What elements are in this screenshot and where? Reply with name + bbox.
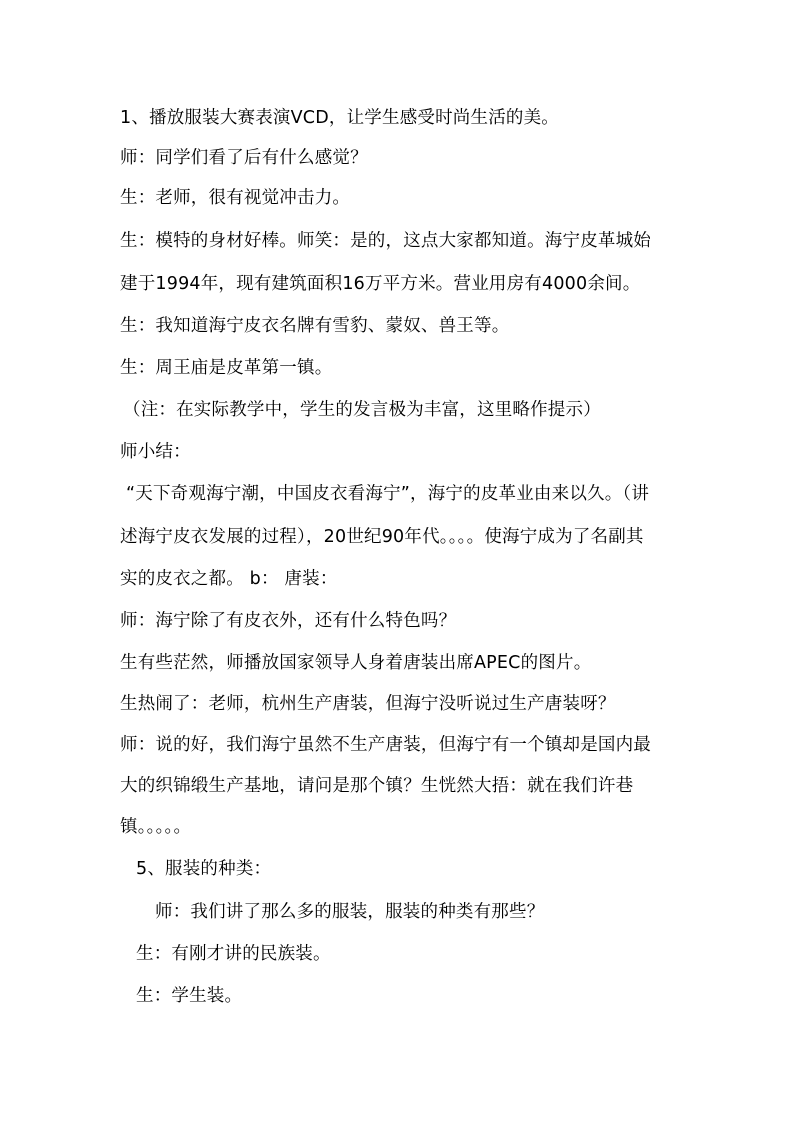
text-line-14: 生有些茫然，师播放国家领导人身着唐装出席APEC的图片。 [120,653,592,673]
text-line-5: 建于1994年，现有建筑面积16万平方米。营业用房有4000余间。 [120,274,641,294]
text-line-3: 生：老师，很有视觉冲击力。 [120,188,351,208]
text-line-2: 师：同学们看了后有什么感觉？ [120,148,368,168]
text-line-8: （注：在实际教学中，学生的发言极为丰富，这里略作提示） [123,400,601,420]
text-line-16: 师：说的好，我们海宁虽然不生产唐装，但海宁有一个镇却是国内最 [120,735,651,755]
text-line-7: 生：周王庙是皮革第一镇。 [120,358,333,378]
text-line-17: 大的织锦缎生产基地，请问是那个镇？生恍然大捂：就在我们许巷 [120,776,634,796]
text-line-13: 师：海宁除了有皮衣外，还有什么特色吗？ [120,611,457,631]
text-line-11: 述海宁皮衣发展的过程），20世纪90年代。。。。使海宁成为了名副其 [120,527,644,547]
text-line-10: “天下奇观海宁潮，中国皮衣看海宁”，海宁的皮革业由来以久。（讲 [126,484,650,504]
text-line-9: 师小结： [120,442,191,462]
text-line-4: 生：模特的身材好棒。师笑：是的，这点大家都知道。海宁皮革城始 [120,231,651,251]
text-line-22: 生：学生装。 [136,986,243,1006]
text-line-20: 师：我们讲了那么多的服装，服装的种类有那些？ [155,902,545,922]
text-line-15: 生热闹了：老师，杭州生产唐装，但海宁没听说过生产唐装呀？ [120,694,616,714]
text-line-1: 1、播放服装大赛表演VCD，让学生感受时尚生活的美。 [120,108,559,128]
text-line-12: 实的皮衣之都。 b： 唐装： [120,569,338,589]
text-line-6: 生：我知道海宁皮衣名牌有雪豹、蒙奴、兽王等。 [120,316,510,336]
text-line-21: 生：有刚才讲的民族装。 [136,944,331,964]
section-heading: 5、服装的种类： [136,859,272,879]
text-line-18: 镇。。。。。 [120,817,192,837]
